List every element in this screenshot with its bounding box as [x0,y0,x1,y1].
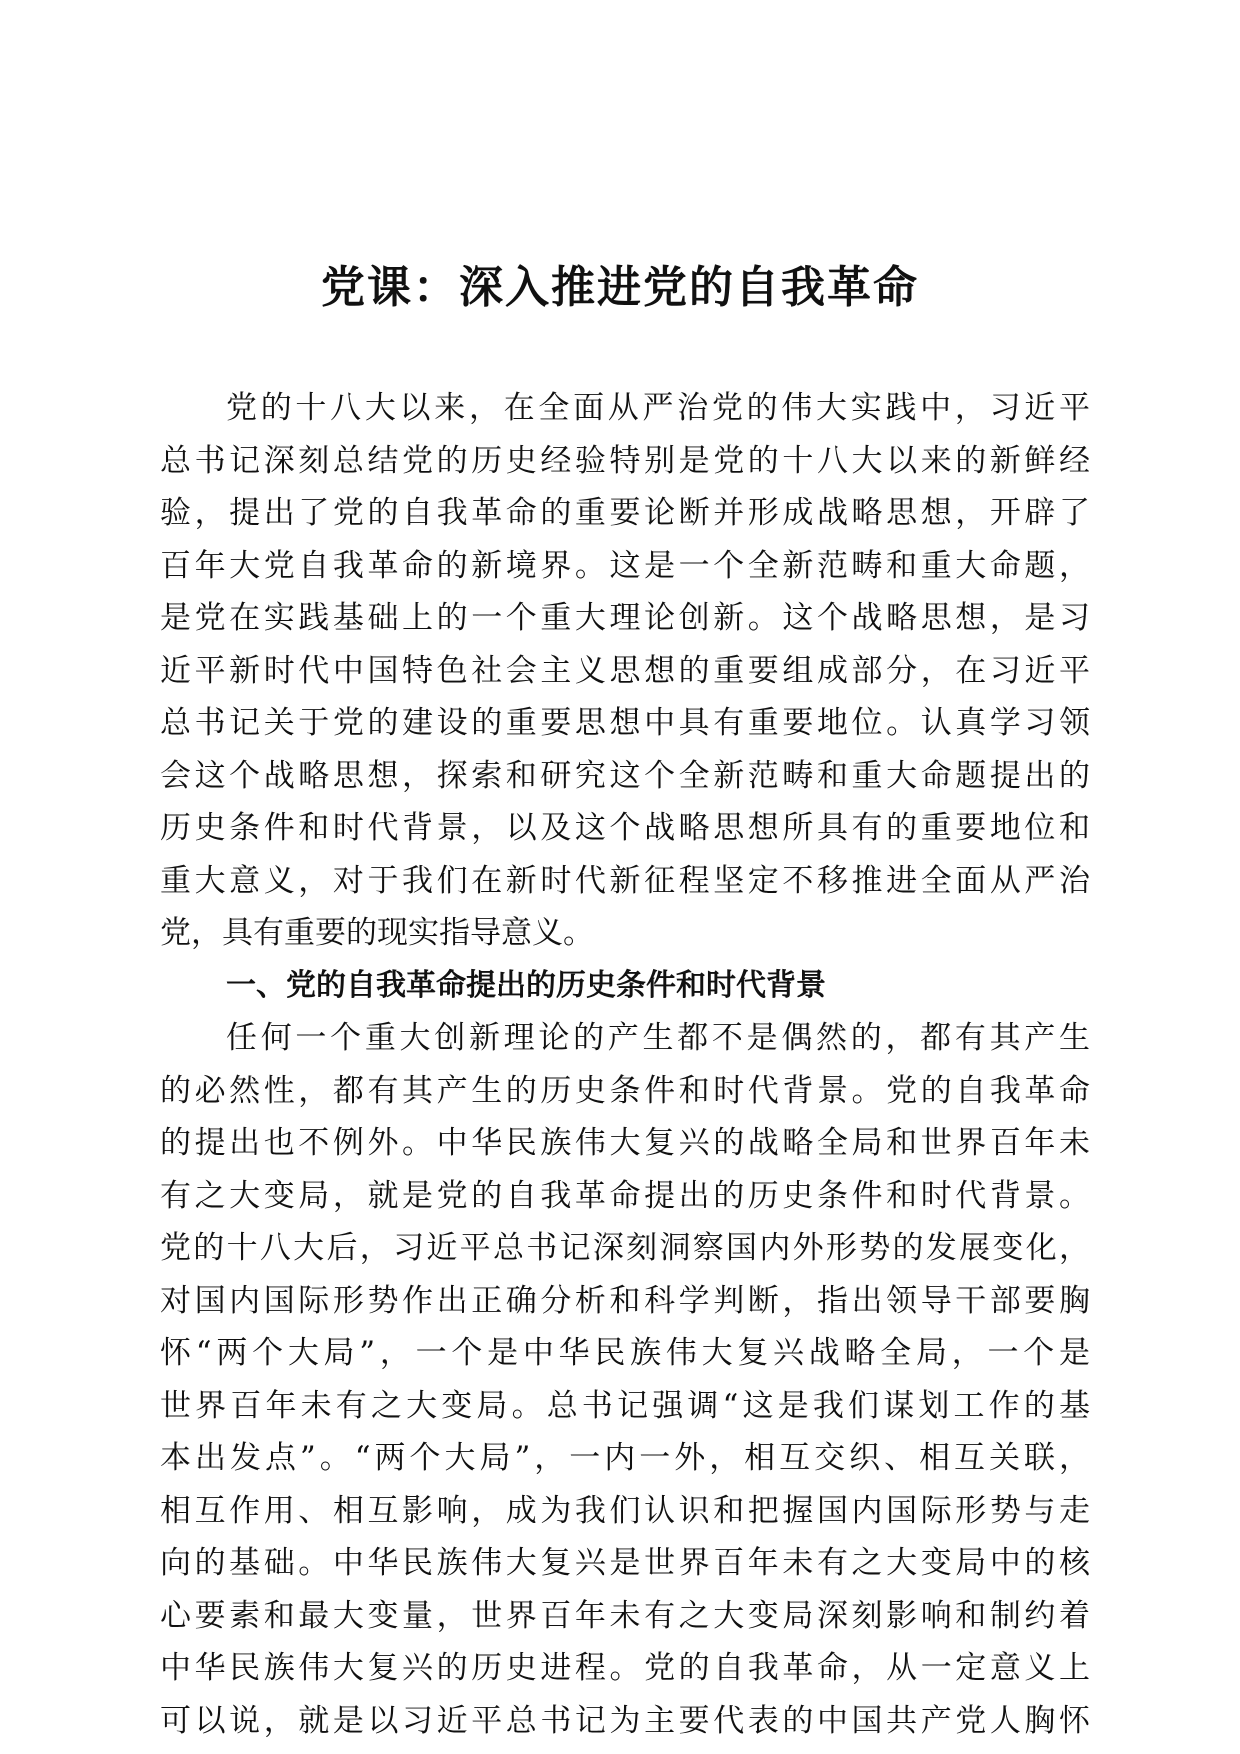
paragraph-2-line: 任何一个重大创新理论的产生都不是偶然的，都有其产生 [226,1020,1090,1056]
paragraph-1-line: 百年大党自我革命的新境界。这是一个全新范畴和重大命题， [160,547,1090,584]
paragraph-2-line: 可以说，就是以习近平总书记为主要代表的中国共产党人胸怀 [160,1702,1090,1739]
paragraph-2-line: 怀“两个大局”，一个是中华民族伟大复兴战略全局，一个是 [160,1335,1090,1371]
paragraph-1-line: 重大意义，对于我们在新时代新征程坚定不移推进全面从严治 [160,862,1090,899]
paragraph-2-line: 有之大变局，就是党的自我革命提出的历史条件和时代背景。 [160,1177,1090,1214]
paragraph-1-line: 会这个战略思想，探索和研究这个全新范畴和重大命题提出的 [160,757,1090,794]
paragraph-2-line: 的必然性，都有其产生的历史条件和时代背景。党的自我革命 [160,1072,1090,1109]
paragraph-2-line: 对国内国际形势作出正确分析和科学判断，指出领导干部要胸 [160,1282,1090,1319]
paragraph-2-line: 世界百年未有之大变局。总书记强调“这是我们谋划工作的基 [160,1387,1090,1424]
paragraph-1-line: 历史条件和时代背景，以及这个战略思想所具有的重要地位和 [160,810,1090,846]
paragraph-1-line: 总书记关于党的建设的重要思想中具有重要地位。认真学习领 [160,705,1090,741]
paragraph-2-line: 心要素和最大变量，世界百年未有之大变局深刻影响和制约着 [160,1597,1090,1634]
section-heading: 一、党的自我革命提出的历史条件和时代背景 [226,967,826,1003]
paragraph-1-line: 验，提出了党的自我革命的重要论断并形成战略思想，开辟了 [160,495,1090,531]
paragraph-2-line: 相互作用、相互影响，成为我们认识和把握国内国际形势与走 [160,1492,1090,1529]
paragraph-2-line: 中华民族伟大复兴的历史进程。党的自我革命，从一定意义上 [160,1650,1090,1686]
document-title: 党课：深入推进党的自我革命 [321,262,919,313]
paragraph-1-line: 党的十八大以来，在全面从严治党的伟大实践中，习近平 [226,390,1090,426]
paragraph-2-line: 本出发点”。“两个大局”，一内一外，相互交织、相互关联， [160,1440,1090,1476]
paragraph-1-line: 党，具有重要的现实指导意义。 [160,915,594,951]
paragraph-1-line: 是党在实践基础上的一个重大理论创新。这个战略思想，是习 [160,600,1090,636]
paragraph-2-line: 向的基础。中华民族伟大复兴是世界百年未有之大变局中的核 [160,1545,1090,1581]
paragraph-2-line: 党的十八大后，习近平总书记深刻洞察国内外形势的发展变化， [160,1230,1090,1266]
document-body [160,382,1090,1747]
paragraph-2-line: 的提出也不例外。中华民族伟大复兴的战略全局和世界百年未 [160,1125,1090,1161]
paragraph-1-line: 总书记深刻总结党的历史经验特别是党的十八大以来的新鲜经 [160,442,1090,479]
paragraph-1-line: 近平新时代中国特色社会主义思想的重要组成部分，在习近平 [160,652,1090,689]
